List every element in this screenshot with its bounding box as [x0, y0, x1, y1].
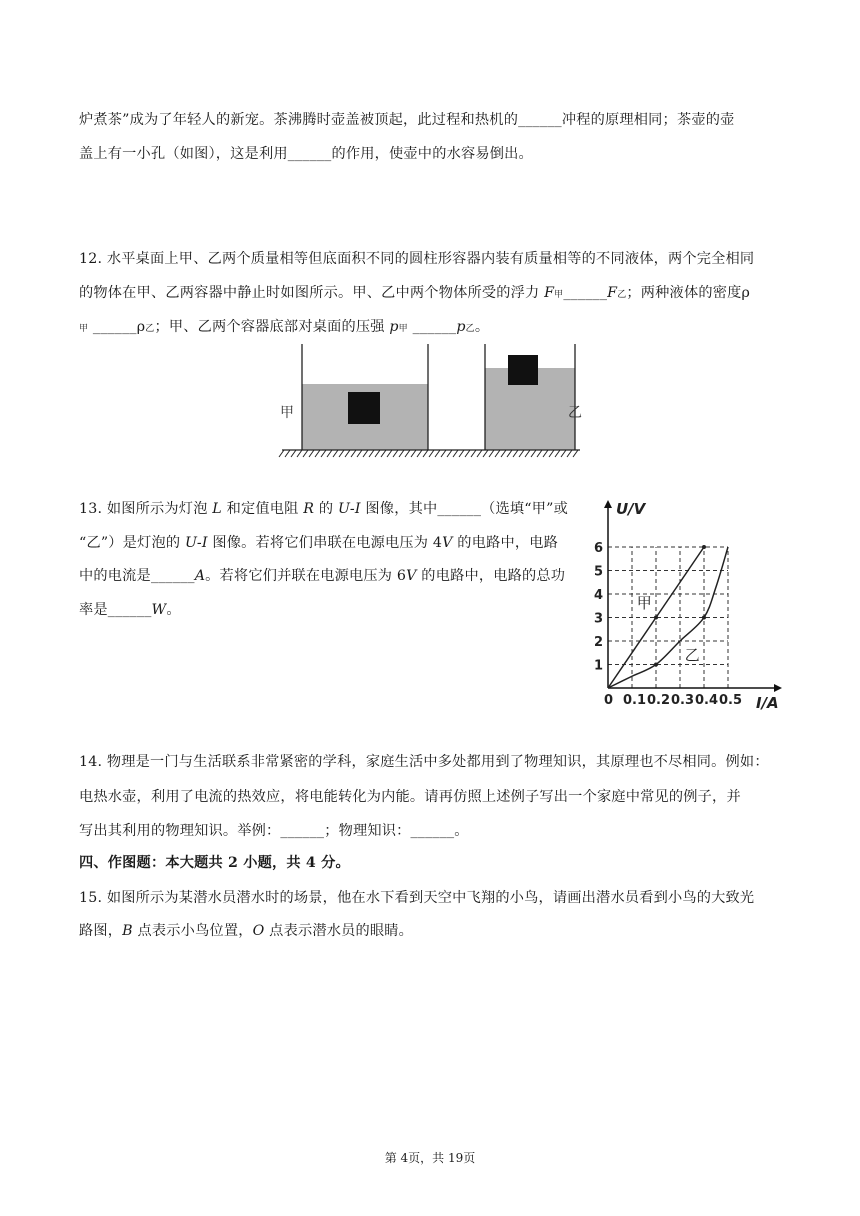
q13-line-3: 中的电流是______A。若将它们并联在电源电压为 6V 的电路中，电路的总功 — [79, 568, 566, 584]
hatch-mark — [549, 450, 554, 457]
hatch-mark — [489, 450, 494, 457]
hatch-mark — [501, 450, 506, 457]
hatch-mark — [477, 450, 482, 457]
hatch-mark — [279, 450, 284, 457]
q12-line-2: 的物体在甲、乙两容器中静止时如图所示。甲、乙中两个物体所受的浮力 F甲______F乙；两种液体的密度ρ — [79, 285, 751, 301]
hatch-mark — [381, 450, 386, 457]
hatch-mark — [291, 450, 296, 457]
hatch-mark — [543, 450, 548, 457]
hatch-mark — [441, 450, 446, 457]
series-label-yi: 乙 — [684, 645, 700, 664]
hatch-mark — [573, 450, 578, 457]
hatch-mark — [399, 450, 404, 457]
q12-line-3: 甲 ______ρ乙；甲、乙两个容器底部对桌面的压强 p甲 ______p乙。 — [79, 319, 490, 335]
hatch-mark — [333, 450, 338, 457]
hatch-mark — [429, 450, 434, 457]
hatch-mark — [327, 450, 332, 457]
hatch-mark — [507, 450, 512, 457]
y-tick-label: 6 — [594, 541, 604, 556]
ui-chart — [588, 492, 788, 714]
y-tick-label: 3 — [594, 611, 604, 627]
hatch-mark — [537, 450, 542, 457]
q11-line-2: 盖上有一小孔（如图），这是利用______的作用，使壶中的水容易倒出。 — [79, 146, 533, 162]
data-point — [654, 663, 658, 667]
q14-line-2: 电热水壶，利用了电流的热效应，将电能转化为内能。请再仿照上述例子写出一个家庭中常见的例子，并 — [79, 789, 741, 805]
hatch-mark — [339, 450, 344, 457]
hatch-mark — [357, 450, 362, 457]
hatch-mark — [555, 450, 560, 457]
hatch-mark — [435, 450, 440, 457]
data-point — [654, 616, 658, 620]
hatch-mark — [417, 450, 422, 457]
x-tick-label: 0 — [604, 693, 614, 708]
hatch-mark — [297, 450, 302, 457]
hatch-mark — [447, 450, 452, 457]
x-axis-label: I/A — [756, 694, 779, 712]
section-4-heading: 四、作图题：本大题共 2 小题，共 4 分。 — [79, 855, 350, 871]
hatch-mark — [303, 450, 308, 457]
hatch-mark — [393, 450, 398, 457]
hatch-mark — [471, 450, 476, 457]
y-axis-label: U/V — [616, 500, 646, 518]
page-footer: 第 4页，共 19页 — [384, 1151, 476, 1165]
q15-line-1: 15. 如图所示为某潜水员潜水时的场景，他在水下看到天空中飞翔的小鸟，请画出潜水员看到小鸟的大致光 — [79, 890, 755, 906]
hatch-mark — [405, 450, 410, 457]
hatch-mark — [345, 450, 350, 457]
hatch-mark — [387, 450, 392, 457]
q11-line-1: 炉煮茶”成为了年轻人的新宠。茶沸腾时壶盖被顶起，此过程和热机的______冲程的原理相同；茶壶的壶 — [79, 112, 735, 128]
q13-line-4: 率是______W。 — [79, 602, 181, 618]
hatch-mark — [465, 450, 470, 457]
y-tick-label: 4 — [594, 588, 604, 603]
hatch-mark — [531, 450, 536, 457]
label-jia: 甲 — [280, 405, 294, 421]
data-point — [702, 545, 706, 549]
hatch-mark — [363, 450, 368, 457]
series-label-jia: 甲 — [636, 594, 652, 613]
hatch-mark — [561, 450, 566, 457]
x-tick-label: 0.5 — [719, 693, 743, 708]
hatch-mark — [459, 450, 464, 457]
hatch-mark — [567, 450, 572, 457]
hatch-mark — [519, 450, 524, 457]
q14-line-3: 写出其利用的物理知识。举例：______；物理知识：______。 — [79, 823, 469, 839]
data-point — [702, 616, 706, 620]
x-tick-label: 0.1 — [623, 693, 647, 708]
q14-line-1: 14. 物理是一门与生活联系非常紧密的学科，家庭生活中多处都用到了物理知识，其原理也不尽相同。例如： — [79, 754, 769, 770]
hatch-mark — [285, 450, 290, 457]
x-tick-label: 0.4 — [695, 693, 719, 708]
label-yi: 乙 — [568, 405, 582, 421]
q13-line-1: 13. 如图所示为灯泡 L 和定值电阻 R 的 U-I 图像，其中______（选填“甲”或 — [79, 501, 568, 517]
hatch-mark — [483, 450, 488, 457]
x-tick-label: 0.3 — [671, 693, 695, 708]
hatch-mark — [525, 450, 530, 457]
hatch-mark — [351, 450, 356, 457]
hatch-mark — [369, 450, 374, 457]
hatch-mark — [315, 450, 320, 457]
y-axis-arrow — [604, 500, 612, 508]
q13-line-2: “乙”）是灯泡的 U-I 图像。若将它们串联在电源电压为 4V 的电路中，电路 — [79, 535, 559, 551]
hatch-mark — [375, 450, 380, 457]
hatch-mark — [321, 450, 326, 457]
y-tick-label: 2 — [594, 635, 604, 650]
containers-figure — [272, 338, 594, 466]
hatch-mark — [411, 450, 416, 457]
hatch-mark — [495, 450, 500, 457]
q15-line-2: 路图，B 点表示小鸟位置，O 点表示潜水员的眼睛。 — [79, 923, 414, 939]
hatch-mark — [513, 450, 518, 457]
x-axis-arrow — [774, 684, 782, 692]
x-tick-label: 0.2 — [647, 693, 671, 708]
hatch-mark — [453, 450, 458, 457]
q12-line-1: 12. 水平桌面上甲、乙两个质量相等但底面积不同的圆柱形容器内装有质量相等的不同液体，两个完全相同 — [79, 251, 755, 267]
object-yi — [508, 355, 538, 385]
table-hatching — [279, 450, 578, 457]
hatch-mark — [423, 450, 428, 457]
y-tick-label: 5 — [594, 564, 604, 580]
hatch-mark — [309, 450, 314, 457]
object-jia — [348, 392, 380, 424]
y-tick-label: 1 — [594, 658, 604, 674]
